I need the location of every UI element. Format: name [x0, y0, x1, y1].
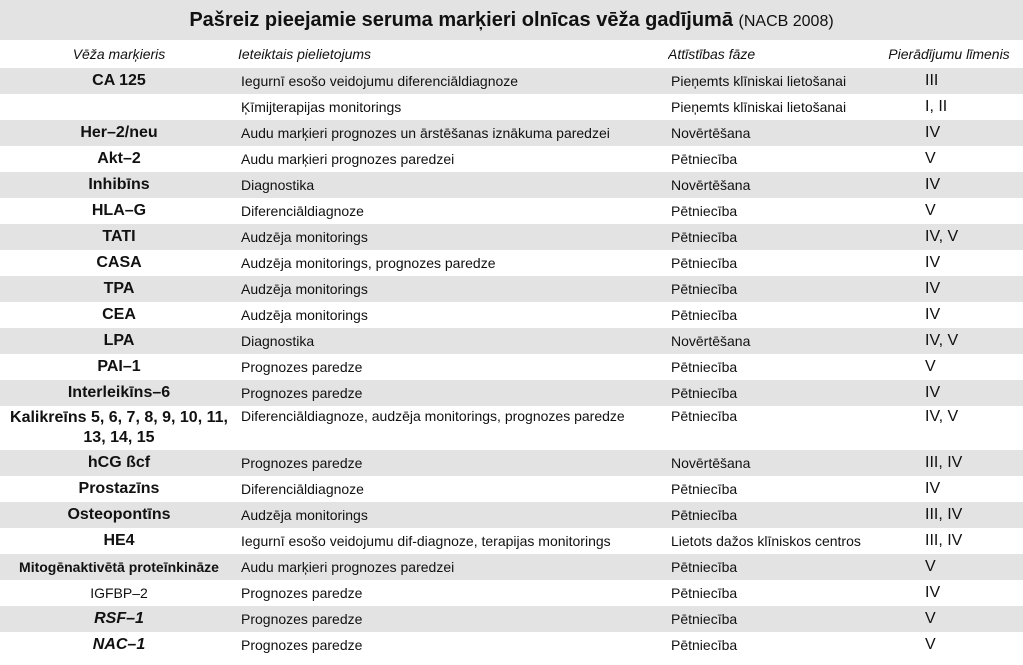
level-cell: V	[925, 636, 936, 653]
marker-cell: CEA	[102, 306, 136, 323]
use-cell: Audzēja monitorings	[241, 281, 368, 297]
phase-cell: Pētniecība	[671, 229, 738, 245]
table-row	[0, 94, 1023, 120]
level-cell: IV	[925, 280, 941, 297]
table-title	[0, 0, 1023, 40]
phase-cell: Pētniecība	[671, 408, 738, 424]
phase-cell: Pētniecība	[671, 359, 738, 375]
level-cell: IV	[925, 306, 941, 323]
marker-cell: NAC–1	[92, 636, 146, 653]
level-cell: III, IV	[925, 532, 963, 549]
header-evidence: Pierādījumu līmenis	[875, 40, 1023, 68]
level-cell: III, IV	[925, 506, 963, 523]
level-cell: III, IV	[925, 454, 963, 471]
header-phase: Attīstības fāze	[668, 40, 875, 68]
table-row	[0, 554, 1023, 580]
use-cell: Iegurnī esošo veidojumu diferenciāldiagnoze	[241, 73, 519, 89]
use-cell: Audu marķieri prognozes un ārstēšanas iznākuma paredzei	[241, 125, 610, 141]
phase-cell: Pētniecība	[671, 203, 738, 219]
header-marker: Vēža marķieris	[0, 40, 238, 68]
table-row	[0, 380, 1023, 406]
phase-cell: Pētniecība	[671, 385, 738, 401]
phase-cell: Novērtēšana	[671, 125, 751, 141]
marker-cell: HE4	[103, 532, 135, 549]
level-cell: IV, V	[925, 228, 959, 245]
use-cell: Diagnostika	[241, 177, 315, 193]
marker-cell: TPA	[103, 280, 135, 297]
use-cell: Prognozes paredze	[241, 385, 363, 401]
use-cell: Prognozes paredze	[241, 359, 363, 375]
level-cell: IV	[925, 176, 941, 193]
table-row	[0, 198, 1023, 224]
phase-cell: Pētniecība	[671, 481, 738, 497]
table-row	[0, 302, 1023, 328]
table-row	[0, 632, 1023, 658]
marker-cell: hCG ßcf	[87, 454, 151, 471]
level-cell: III	[925, 72, 939, 89]
level-cell: V	[925, 202, 936, 219]
phase-cell: Pieņemts klīniskai lietošanai	[671, 73, 847, 89]
marker-cell: PAI–1	[97, 358, 141, 375]
table-row	[0, 250, 1023, 276]
marker-cell: HLA–G	[91, 202, 147, 219]
level-cell: V	[925, 150, 936, 167]
phase-cell: Pētniecība	[671, 585, 738, 601]
table-row	[0, 450, 1023, 476]
marker-cell: Her–2/neu	[80, 124, 158, 141]
level-cell: IV	[925, 124, 941, 141]
table-row	[0, 502, 1023, 528]
table-row	[0, 120, 1023, 146]
phase-cell: Pētniecība	[671, 611, 738, 627]
phase-cell: Pieņemts klīniskai lietošanai	[671, 99, 847, 115]
phase-cell: Pētniecība	[671, 307, 738, 323]
use-cell: Audu marķieri prognozes paredzei	[241, 151, 455, 167]
header-row	[0, 40, 1023, 68]
level-cell: IV	[925, 480, 941, 497]
phase-cell: Pētniecība	[671, 281, 738, 297]
table-row	[0, 328, 1023, 354]
use-cell: Diferenciāldiagnoze, audzēja monitorings, prognozes paredze	[241, 408, 625, 424]
table-row	[0, 528, 1023, 554]
marker-cell: Interleikīns–6	[67, 384, 171, 401]
marker-cell: IGFBP–2	[90, 585, 148, 601]
table-row	[0, 172, 1023, 198]
use-cell: Prognozes paredze	[241, 585, 363, 601]
phase-cell: Novērtēšana	[671, 177, 751, 193]
marker-cell: LPA	[103, 332, 135, 349]
marker-cell: Akt–2	[97, 150, 141, 167]
table-row	[0, 224, 1023, 250]
marker-table	[0, 40, 1023, 658]
use-cell: Diferenciāldiagnoze	[241, 203, 364, 219]
phase-cell: Novērtēšana	[671, 333, 751, 349]
phase-cell: Pētniecība	[671, 507, 738, 523]
table-row	[0, 354, 1023, 380]
marker-cell: RSF–1	[94, 610, 144, 627]
use-cell: Audzēja monitorings	[241, 507, 368, 523]
phase-cell: Novērtēšana	[671, 455, 751, 471]
phase-cell: Pētniecība	[671, 637, 738, 653]
table-row	[0, 406, 1023, 450]
table-row	[0, 68, 1023, 94]
level-cell: IV	[925, 584, 941, 601]
use-cell: Prognozes paredze	[241, 637, 363, 653]
header-use: Ieteiktais pielietojums	[238, 40, 668, 68]
use-cell: Diagnostika	[241, 333, 315, 349]
use-cell: Audzēja monitorings	[241, 229, 368, 245]
level-cell: V	[925, 358, 936, 375]
use-cell: Audu marķieri prognozes paredzei	[241, 559, 455, 575]
marker-cell: TATI	[102, 228, 136, 245]
level-cell: V	[925, 558, 936, 575]
marker-cell: Kalikreīns 5, 6, 7, 8, 9, 10, 11, 13, 14, 15	[10, 409, 228, 446]
phase-cell: Lietots dažos klīniskos centros	[671, 533, 861, 549]
marker-cell: CASA	[96, 254, 142, 271]
level-cell: IV, V	[925, 332, 959, 349]
level-cell: IV	[925, 254, 941, 271]
table-row	[0, 606, 1023, 632]
level-cell: IV	[925, 384, 941, 401]
use-cell: Iegurnī esošo veidojumu dif-diagnoze, terapijas monitorings	[241, 533, 611, 549]
table-row	[0, 476, 1023, 502]
marker-cell: Inhibīns	[88, 176, 150, 193]
phase-cell: Pētniecība	[671, 559, 738, 575]
marker-cell: Osteopontīns	[67, 506, 171, 523]
table-title-source: (NACB 2008)	[738, 13, 834, 30]
marker-cell: Prostazīns	[78, 480, 160, 497]
table-title-main: Pašreiz pieejamie seruma marķieri olnīcas vēža gadījumā	[189, 9, 733, 31]
use-cell: Audzēja monitorings, prognozes paredze	[241, 255, 496, 271]
use-cell: Diferenciāldiagnoze	[241, 481, 364, 497]
use-cell: Prognozes paredze	[241, 455, 363, 471]
use-cell: Ķīmijterapijas monitorings	[241, 99, 402, 115]
phase-cell: Pētniecība	[671, 151, 738, 167]
level-cell: V	[925, 610, 936, 627]
marker-cell: CA 125	[92, 72, 146, 89]
table-row	[0, 276, 1023, 302]
level-cell: I, II	[925, 98, 948, 115]
use-cell: Prognozes paredze	[241, 611, 363, 627]
marker-cell	[0, 94, 238, 120]
table-row	[0, 146, 1023, 172]
phase-cell: Pētniecība	[671, 255, 738, 271]
table-row	[0, 580, 1023, 606]
use-cell: Audzēja monitorings	[241, 307, 368, 323]
level-cell: IV, V	[925, 408, 959, 425]
marker-cell: Mitogēnaktivētā proteīnkināze	[19, 559, 219, 575]
